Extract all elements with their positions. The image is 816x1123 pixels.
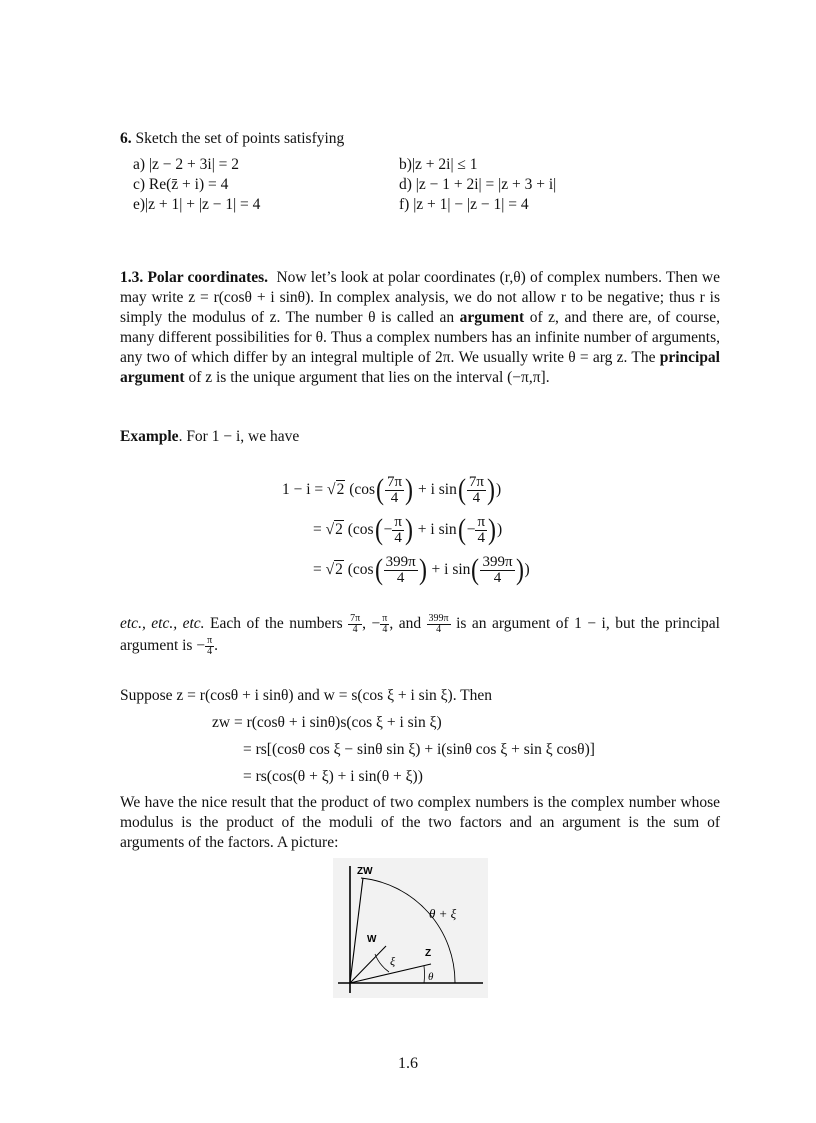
fraction-pi-4: $\frac{\pi}{4}$	[477, 513, 486, 546]
isin-label: + i sin	[431, 561, 471, 578]
section-text-3: of z is the unique argument that lies on the interval (−π,π].	[184, 369, 550, 386]
exercise-item-d: d) |z − 1 + 2i| = |z + 3 + i|	[399, 176, 557, 193]
exercise-item-f: f) |z + 1| − |z − 1| = 4	[399, 196, 529, 213]
exercise-row	[133, 195, 633, 215]
cos-label: (cos	[347, 521, 374, 538]
fraction-7pi-4: $\frac{7\pi}{4}$	[468, 473, 484, 506]
example-equation-2: = √2 (cos(− $\frac{\pi}{4}$ ) + i sin(− $\frac{\pi}{4}$ ))	[313, 510, 502, 550]
example-label: Example	[120, 428, 179, 445]
arguments-paragraph: etc., etc., etc. Each of the numbers $\frac{7\pi}{4}$ , − $\frac{\pi}{4}$ , and $\frac{399\pi}{4}$ is an argument of 1 − i, but the principal argument is − $\frac{\pi}{4}$ .	[120, 612, 720, 657]
exercise-text: Sketch the set of points satisfying	[135, 130, 345, 147]
isin-label: + i sin	[417, 521, 457, 538]
term-principal-argument: principal argument	[120, 349, 720, 386]
exercise-item-e: e)|z + 1| + |z − 1| = 4	[133, 196, 261, 213]
fraction-pi-4-inline: $\frac{\pi}{4}$	[382, 612, 388, 635]
principal-text: is an argument of 1 − i, but the principal argument is	[120, 615, 720, 654]
sqrt-two: √2	[325, 521, 343, 538]
fraction-pi-4-inline: $\frac{\pi}{4}$	[207, 634, 213, 657]
product-line-1: zw = r(cosθ + i sinθ)s(cos ξ + i sin ξ)	[212, 714, 442, 731]
etc-text: etc., etc., etc.	[120, 615, 205, 632]
section-text-2: of z, and there are, of course, many different possibilities for θ. Thus a complex numbers has an infinite number of arguments, any two of which differ by an integral multiple of 2π. We usually write θ = arg z. The	[120, 309, 720, 366]
cos-label: (cos	[349, 481, 376, 498]
equals-sign: =	[313, 561, 322, 578]
fraction-399pi-4: $\frac{399\pi}{4}$	[385, 553, 416, 586]
cos-label: (cos	[347, 561, 374, 578]
page-number: 1.6	[398, 1055, 418, 1072]
exercise-row	[133, 175, 633, 195]
section-title: 1.3. Polar coordinates.	[120, 269, 269, 286]
term-argument: argument	[459, 309, 525, 326]
sqrt-two: √2	[327, 481, 345, 498]
exercise-number: 6.	[120, 130, 132, 147]
section-paragraph	[120, 268, 720, 388]
label-theta-plus-xi: θ + ξ	[429, 906, 457, 921]
exercise-row	[133, 155, 633, 175]
label-zw: ZW	[357, 866, 373, 877]
section-text-1: Now let’s look at polar coordinates (r,θ) of complex numbers. Then we may write z = r(cosθ + i sinθ). In complex analysis, we do not allow r to be negative; thus r is simply the modulus of z. The number θ is called an	[120, 269, 720, 326]
product-intro: Suppose z = r(cosθ + i sinθ) and w = s(cos ξ + i sin ξ). Then	[120, 687, 493, 704]
exercise-item-c: c) Re(z̄ + i) = 4	[133, 176, 229, 193]
example-equation-3: = √2 (cos( $\frac{399\pi}{4}$ ) + i sin( $\frac{399\pi}{4}$ ))	[313, 550, 530, 590]
isin-label: + i sin	[417, 481, 457, 498]
fraction-399pi-4: $\frac{399\pi}{4}$	[482, 553, 513, 586]
label-z: Z	[425, 948, 432, 959]
product-line-2: = rs[(cosθ cos ξ − sinθ sin ξ) + i(sinθ cos ξ + sin ξ cosθ)]	[243, 741, 595, 758]
fraction-7pi-4: $\frac{7\pi}{4}$	[387, 473, 403, 506]
label-xi: ξ	[390, 954, 396, 968]
fraction-399pi-4-inline: $\frac{399\pi}{4}$	[428, 612, 449, 635]
sqrt-two: √2	[325, 561, 343, 578]
equals-sign: =	[313, 521, 322, 538]
fraction-pi-4: $\frac{\pi}{4}$	[394, 513, 402, 546]
numbers-text: Each of the numbers	[204, 615, 349, 632]
exercise-heading	[120, 129, 344, 149]
exercise-item-b: b)|z + 2i| ≤ 1	[399, 156, 478, 173]
equation-lhs: 1 − i =	[282, 481, 324, 498]
label-theta: θ	[428, 971, 434, 983]
example-line	[120, 427, 299, 447]
polar-product-figure	[333, 858, 488, 998]
example-text: . For 1 − i, we have	[178, 428, 300, 445]
label-w: W	[367, 934, 377, 945]
exercise-item-a: a) |z − 2 + 3i| = 2	[133, 156, 240, 173]
exercise-items	[133, 155, 633, 215]
example-equation-1: 1 − i = √2 (cos( $\frac{7\pi}{4}$ ) + i sin( $\frac{7\pi}{4}$ ))	[282, 470, 501, 510]
product-conclusion: We have the nice result that the product of two complex numbers is the complex number whose modulus is the product of the moduli of the two factors and an argument is the sum of arguments of the factors. A picture:	[120, 794, 720, 851]
product-line-3: = rs(cos(θ + ξ) + i sin(θ + ξ))	[243, 768, 423, 785]
fraction-7pi-4-inline: $\frac{7\pi}{4}$	[350, 612, 361, 635]
